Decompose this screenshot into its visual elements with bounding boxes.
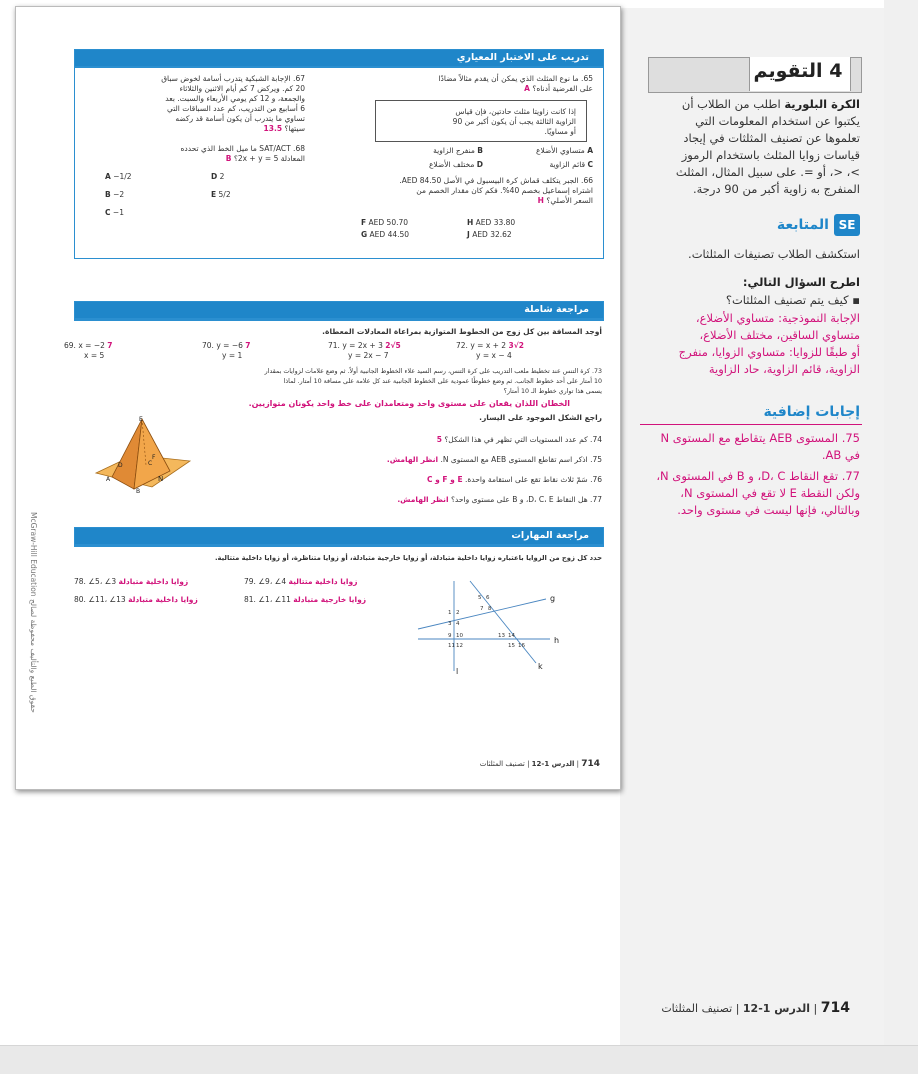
followup-header [650, 214, 860, 242]
refer-text: راجع الشكل الموجود على اليسار. [479, 413, 602, 422]
inner-footer: 714 | الدرس 1-12 | تصنيف المثلثات [479, 759, 600, 769]
followup-icon: SE [834, 214, 860, 236]
label-g: g [550, 594, 556, 603]
svg-text:1: 1 [448, 610, 452, 616]
svg-text:10: 10 [456, 633, 463, 639]
q67-line-6: سيتها؟ 13.5 [263, 124, 305, 133]
eq-69-b: x = 5 [84, 351, 105, 360]
q65-choice-d: D مختلف الأضلاع [428, 160, 483, 169]
q65-line-2: على الفرضية أدناه؟ A [524, 84, 593, 93]
label-N: N [158, 475, 164, 483]
spiral-intro: أوجد المسافة بين كل زوج من الخطوط المتوازية بمراعاة المعادلات المعطاة. [322, 327, 602, 336]
line-k [470, 581, 536, 663]
q67-line-1: 67. الإجابة الشبكية يتدرب أسامة لخوض سباق [161, 74, 305, 83]
svg-text:5: 5 [478, 595, 482, 601]
q67-line-4: 6 أسابيع من التدريب، كم عدد السباقات التي [167, 104, 305, 113]
q73-line-1: 73. كرة التنس عند تخطيط ملعب التدريب على كرة التنس، رسم السيد علاء الخطوط الجانبية أولاً. ثم وضع علامات لزوايات بمقدار [264, 368, 602, 375]
extra-divider-top [640, 424, 862, 425]
q65-choice-c: B منفرج الزاوية [433, 146, 483, 155]
label-B: B [136, 488, 141, 495]
q67-line-3: والجمعة، و 12 كم يومي الأربعاء والسبت. بعد [165, 94, 305, 103]
q68-choice-a: A −1/2 [105, 172, 132, 181]
extra-answer-75: 75. المستوى AEB يتقاطع مع المستوى N في AB. [660, 431, 860, 462]
q68-line-1: 68. SAT/ACT ما ميل الخط الذي تحدده [180, 144, 305, 153]
label-C: C [148, 460, 153, 467]
svg-text:6: 6 [486, 595, 490, 601]
q68-choice-b: B −2 [105, 190, 125, 199]
svg-text:13: 13 [498, 633, 505, 639]
q68-choice-e: E 5/2 [211, 190, 231, 199]
extra-answers-title: إجابات إضافية [763, 404, 860, 420]
q66-line-2: اشتراه إسماعيل بخصم 40%. فكم كان مقدار الخصم من [416, 186, 593, 195]
svg-text:8: 8 [488, 606, 492, 612]
skills-intro: حدد كل زوج من الزوايا باعتباره زوايا داخلية متبادلة، أو زوايا خارجية متبادلة، أو زوايا متناظرة، أو زوايا داخلية متتالية. [214, 554, 602, 562]
q76: 76. سَمّ ثلاث نقاط تقع على استقامة واحدة. E و F و C [427, 475, 602, 484]
ask-answer: الإجابة النموذجية: متساوي الأضلاع، متساوي الساقين، مختلف الأضلاع، أو طبقًا للزوايا: متساوي الزوايا، منفرج الزاوية، قائم الزاوية، حاد الزاوية [678, 311, 860, 376]
spiral-review-title: مراجعة شاملة [75, 302, 603, 320]
q68-choice-c: C −1 [105, 208, 124, 217]
svg-text:4: 4 [456, 621, 460, 627]
q68-line-2: المعادلة 2x + y = 5؟ B [225, 154, 305, 163]
viewer-bottom-margin [0, 1045, 918, 1074]
test-prep-section [74, 49, 604, 259]
svg-text:11: 11 [448, 643, 455, 649]
eq-72: 72. y = x + 2 3√2 [456, 341, 524, 350]
extra-answer-77: 77. تقع النقاط D، C، و B في المستوى N، ولكن النقطة E لا تقع في المستوى N، وبالتالي، فإنها ليست في مستوى واحد. [656, 469, 860, 517]
label-E: E [139, 416, 143, 423]
skill-80: 80. ∠11، ∠13 زوايا داخلية متبادلة [74, 595, 198, 604]
q66-line-3: السعر الأصلي؟ H [537, 196, 593, 205]
q73-line-2: 10 أمتار على أحد خطوط الجانب. ثم وضع خطوطًا عمودية على الخطوط الجانبية عند كل علامة على مسافة 10 أمتار. لماذا [283, 378, 602, 385]
q66-line-1: 66. الجبر يتكلف قماش كرة البيسبول في الأصل AED 84.50. [399, 176, 593, 185]
followup-text: استكشف الطلاب تصنيفات المثلثات. [688, 247, 860, 261]
ask-question: ▪ كيف يتم تصنيف المثلثات؟ [725, 293, 860, 307]
transversal-diagram [414, 577, 564, 677]
svg-text:12: 12 [456, 643, 463, 649]
q75: 75. اذكر اسم تقاطع المستوى AEB مع المستوى N. انظر الهامش. [386, 455, 602, 464]
q74: 74. كم عدد المستويات التي تظهر في هذا الشكل؟ 5 [436, 435, 602, 444]
eq-71: 71. y = 2x + 3 2√5 [328, 341, 401, 350]
label-F: F [152, 454, 156, 461]
vertical-credit: McGraw-Hill Education حقوق الطبع والتأليف محفوظة لصالح [29, 512, 38, 713]
label-l: l [456, 667, 459, 676]
skill-78: 78. ∠5، ∠3 زوايا داخلية متبادلة [74, 577, 189, 586]
eq-70-b: y = 1 [222, 351, 243, 360]
label-h: h [554, 636, 560, 645]
viewer-right-margin [884, 0, 918, 1073]
eq-72-b: y = x − 4 [476, 351, 512, 360]
assessment-heading: 4 التقويم [753, 60, 843, 82]
crystal-ball-paragraph: الكرة البلورية اطلب من الطلاب أن يكتبوا عن استخدام المعلومات التي تعلموها عن تصنيف المثلثات في إيجاد قياسات زوايا المثلث باستخدام الرموز >، <، أو =. على سبيل المثال، المثلث المنفرج به زاوية أكبر من 90 درجة. [675, 97, 860, 196]
label-A: A [106, 476, 111, 483]
q67-line-5: تساوي ما يتدرب أن يكون أسامة قد ركضه [175, 114, 305, 123]
label-D: D [118, 462, 123, 469]
test-prep-title: تدريب على الاختبار المعياري [75, 50, 603, 68]
q67-line-2: 20 كم. ويركض 7 كم أيام الاثنين والثلاثاء [179, 84, 305, 93]
eq-69: 69. x = −2 7 [64, 341, 113, 350]
svg-text:3: 3 [448, 621, 452, 627]
skills-review-header [74, 527, 604, 547]
followup-title: المتابعة [776, 217, 829, 233]
spiral-review-header [74, 301, 604, 321]
q66-choice-j: J AED 32.62 [467, 230, 512, 239]
q73-line-3: يسمى هذا تواري خطوط الـ 10 أمتار؟ [503, 388, 602, 395]
line-g [418, 599, 546, 629]
q73-answer: الخطان اللذان يقعان على مستوى واحد ومتعامدان على خط واحد يكونان متوازيين. [248, 399, 570, 408]
svg-text:7: 7 [480, 606, 484, 612]
q68-choice-d: D 2 [211, 172, 225, 181]
skill-81: 81. ∠1، ∠11 زوايا خارجية متبادلة [244, 595, 367, 604]
q65-line-1: 65. ما نوع المثلث الذي يمكن أن يقدم مثالاً مضادًا [438, 74, 593, 83]
skills-review-title: مراجعة المهارات [75, 528, 603, 546]
student-page-thumbnail [15, 6, 621, 790]
svg-text:15: 15 [508, 643, 515, 649]
q65-premise-box: إذا كانت زاويتا مثلث حادتين، فإن قياس الزاوية الثالثة يجب أن يكون أكبر من 90 أو مساويًا. [375, 100, 587, 142]
q66-choice-g: G AED 44.50 [361, 230, 410, 239]
q65-choice-b: C قائم الزاوية [549, 160, 593, 169]
svg-text:14: 14 [508, 633, 515, 639]
eq-71-b: y = 2x − 7 [348, 351, 389, 360]
pyramid-figure [94, 415, 194, 499]
svg-text:9: 9 [448, 633, 452, 639]
q65-choice-a: A متساوي الأضلاع [535, 146, 593, 155]
outer-footer: 714 | الدرس 1-12 | تصنيف المثلثات [661, 1000, 850, 1016]
label-k: k [538, 662, 543, 671]
q66-choice-f: F AED 50.70 [361, 218, 409, 227]
q77: 77. هل النقاط D، C، E، و B على مستوى واحد؟ انظر الهامش. [397, 495, 602, 504]
svg-text:16: 16 [518, 643, 525, 649]
skill-79: 79. ∠9، ∠4 زوايا داخلية متتالية [244, 577, 358, 586]
q66-choice-h: H AED 33.80 [467, 218, 516, 227]
ask-title: اطرح السؤال التالي: [742, 275, 860, 289]
svg-text:2: 2 [456, 610, 460, 616]
eq-70: 70. y = −6 7 [202, 341, 251, 350]
